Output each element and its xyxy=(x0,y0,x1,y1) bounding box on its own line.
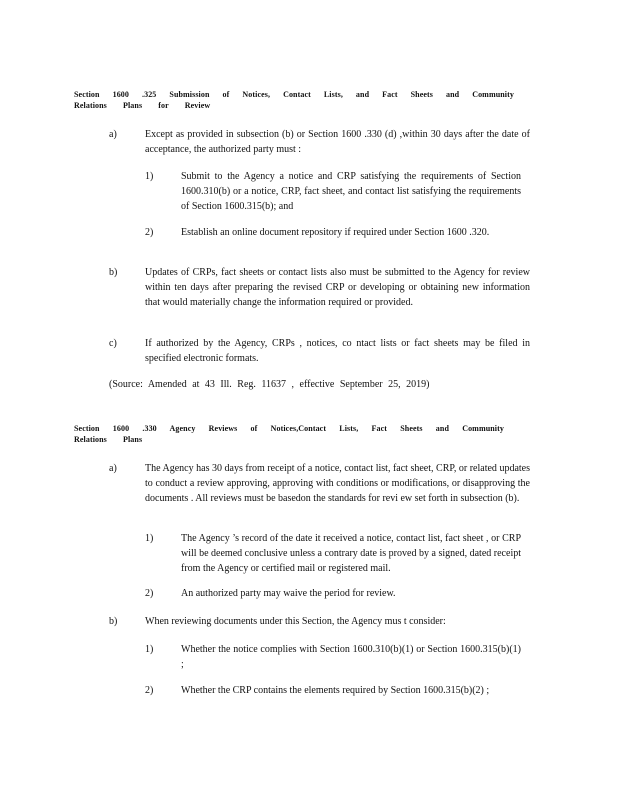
section-325-a2-marker: 2) xyxy=(145,227,154,238)
section-330-a-text: The Agency has 30 days from receipt of a notice, contact list, fact sheet, CRP, or related updates to conduct a review approving, approving with conditions or modifications, or disapproving the documents . All reviews must be basedon the standards for revi ew set forth in subsection (b). xyxy=(145,463,530,504)
section-330-b-text: When reviewing documents under this Section, the Agency mus t consider: xyxy=(145,616,446,627)
section-325-a2-text: Establish an online document repository if required under Section 1600 .320. xyxy=(181,227,490,238)
section-330-b-marker: b) xyxy=(109,616,118,627)
section-325-a1-text: Submit to the Agency a notice and CRP satisfying the requirements of Section 1600.310(b) or a notice, CRP, fact sheet, and contact list satisfying the requirements of Section 1600.315(b); and xyxy=(181,171,521,212)
section-330-heading-line2: Relations Plans xyxy=(74,435,143,444)
section-330-heading xyxy=(74,423,504,445)
section-330-a1-text: The Agency ’s record of the date it received a notice, contact list, fact sheet , or CRP will be deemed conclusive unless a contrary date is proved by a signed, dated receipt from the Agency or certified mail or registered mail. xyxy=(181,533,521,574)
section-330-a2-text: An authorized party may waive the period for review. xyxy=(181,588,396,599)
section-325-c-text: If authorized by the Agency, CRPs , notices, co ntact lists or fact sheets may be filed in specified electronic formats. xyxy=(145,338,530,364)
section-325-heading xyxy=(74,89,514,111)
section-325-a-text: Except as provided in subsection (b) or Section 1600 .330 (d) ,within 30 days after the date of acceptance, the authorized party must : xyxy=(145,129,530,155)
section-325-heading-line2: Relations Plans for Review xyxy=(74,101,211,110)
section-330-heading-line1: Section 1600 .330 Agency Reviews of Notices,Contact Lists, Fact Sheets and Community xyxy=(74,424,504,433)
section-330-b1-text: Whether the notice complies with Section 1600.310(b)(1) or Section 1600.315(b)(1) ; xyxy=(181,644,521,670)
section-330-a-marker: a) xyxy=(109,463,117,474)
section-330-b2-marker: 2) xyxy=(145,685,154,696)
section-330-b1-marker: 1) xyxy=(145,644,154,655)
section-325-a-marker: a) xyxy=(109,129,117,140)
section-330-a1-marker: 1) xyxy=(145,533,154,544)
section-325-source-note: (Source: Amended at 43 Ill. Reg. 11637 , effective September 25, 2019) xyxy=(109,379,430,390)
section-330-b2-text: Whether the CRP contains the elements required by Section 1600.315(b)(2) ; xyxy=(181,685,490,696)
section-330-a2-marker: 2) xyxy=(145,588,154,599)
section-325-b-text: Updates of CRPs, fact sheets or contact lists also must be submitted to the Agency for review within ten days after preparing the revised CRP or developing or obtaining new information that would materially change the information required or provided. xyxy=(145,267,530,308)
section-325-a1-marker: 1) xyxy=(145,171,154,182)
section-325-b-marker: b) xyxy=(109,267,118,278)
section-325-heading-line1: Section 1600 .325 Submission of Notices, Contact Lists, and Fact Sheets and Community xyxy=(74,90,514,99)
section-325-c-marker: c) xyxy=(109,338,117,349)
